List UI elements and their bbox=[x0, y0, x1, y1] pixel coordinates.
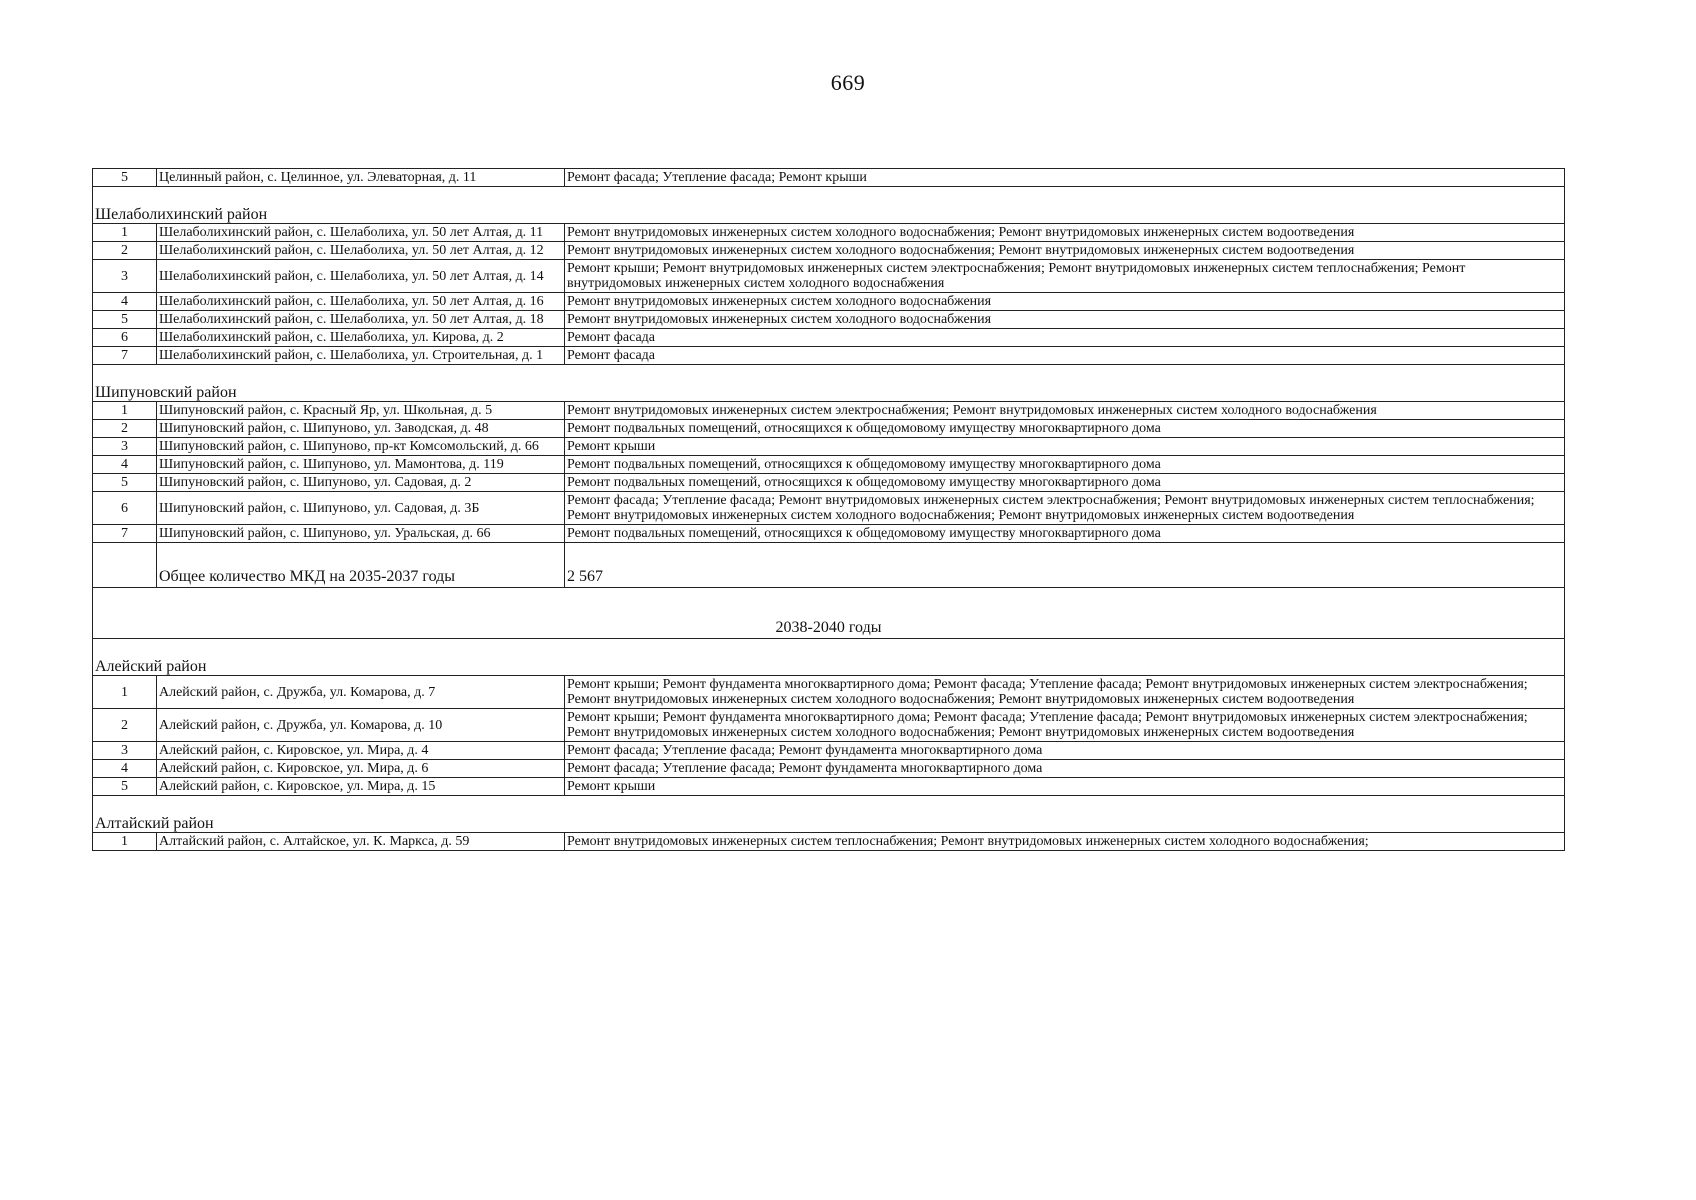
row-number: 2 bbox=[93, 242, 157, 260]
table-row bbox=[93, 402, 1565, 420]
row-address: Алейский район, с. Дружба, ул. Комарова, д. 7 bbox=[157, 676, 565, 709]
row-address: Алейский район, с. Кировское, ул. Мира, д. 6 bbox=[157, 760, 565, 778]
row-address: Шелаболихинский район, с. Шелаболиха, ул. 50 лет Алтая, д. 14 bbox=[157, 260, 565, 293]
row-address: Шипуновский район, с. Шипуново, ул. Заводская, д. 48 bbox=[157, 420, 565, 438]
row-address: Алейский район, с. Кировское, ул. Мира, д. 4 bbox=[157, 742, 565, 760]
row-works: Ремонт внутридомовых инженерных систем холодного водоснабжения bbox=[565, 311, 1565, 329]
table-row bbox=[93, 833, 1565, 851]
row-number: 3 bbox=[93, 742, 157, 760]
table-row bbox=[93, 778, 1565, 796]
row-number: 1 bbox=[93, 224, 157, 242]
row-address: Шипуновский район, с. Шипуново, ул. Уральская, д. 66 bbox=[157, 525, 565, 543]
table-row bbox=[93, 347, 1565, 365]
district-heading: Алтайский район bbox=[93, 796, 1565, 833]
row-works: Ремонт крыши; Ремонт фундамента многоквартирного дома; Ремонт фасада; Утепление фасада; Ремонт внутридомовых инженерных систем электроснабжения; Ремонт внутридомовых инженерных систем холодного водоснабжения; Ремонт внутридомовых инженерных систем водоотведения bbox=[565, 676, 1565, 709]
table-row bbox=[93, 676, 1565, 709]
row-address: Шелаболихинский район, с. Шелаболиха, ул. Кирова, д. 2 bbox=[157, 329, 565, 347]
row-address: Шипуновский район, с. Шипуново, ул. Садовая, д. 2 bbox=[157, 474, 565, 492]
row-works: Ремонт внутридомовых инженерных систем холодного водоснабжения; Ремонт внутридомовых инженерных систем водоотведения bbox=[565, 242, 1565, 260]
table-row bbox=[93, 438, 1565, 456]
row-address: Шелаболихинский район, с. Шелаболиха, ул. 50 лет Алтая, д. 12 bbox=[157, 242, 565, 260]
row-number: 7 bbox=[93, 347, 157, 365]
row-works: Ремонт подвальных помещений, относящихся к общедомовому имуществу многоквартирного дома bbox=[565, 474, 1565, 492]
table-row bbox=[93, 525, 1565, 543]
row-works: Ремонт фасада; Утепление фасада; Ремонт фундамента многоквартирного дома bbox=[565, 760, 1565, 778]
row-number: 5 bbox=[93, 778, 157, 796]
row-number: 4 bbox=[93, 760, 157, 778]
row-number: 6 bbox=[93, 492, 157, 525]
capital-repair-table bbox=[92, 168, 1565, 851]
row-works: Ремонт фасада; Утепление фасада; Ремонт фундамента многоквартирного дома bbox=[565, 742, 1565, 760]
table-row bbox=[93, 492, 1565, 525]
row-address: Шелаболихинский район, с. Шелаболиха, ул. 50 лет Алтая, д. 16 bbox=[157, 293, 565, 311]
row-number: 2 bbox=[93, 420, 157, 438]
row-address: Шипуновский район, с. Шипуново, ул. Садовая, д. 3Б bbox=[157, 492, 565, 525]
row-number: 2 bbox=[93, 709, 157, 742]
table-row bbox=[93, 709, 1565, 742]
row-works: Ремонт крыши; Ремонт фундамента многоквартирного дома; Ремонт фасада; Утепление фасада; Ремонт внутридомовых инженерных систем электроснабжения; Ремонт внутридомовых инженерных систем холодного водоснабжения; Ремонт внутридомовых инженерных систем водоотведения bbox=[565, 709, 1565, 742]
row-works: Ремонт внутридомовых инженерных систем теплоснабжения; Ремонт внутридомовых инженерных систем холодного водоснабжения; bbox=[565, 833, 1565, 851]
row-number: 3 bbox=[93, 260, 157, 293]
row-works: Ремонт внутридомовых инженерных систем электроснабжения; Ремонт внутридомовых инженерных систем холодного водоснабжения bbox=[565, 402, 1565, 420]
row-address: Шипуновский район, с. Шипуново, ул. Мамонтова, д. 119 bbox=[157, 456, 565, 474]
table-row bbox=[93, 760, 1565, 778]
table-row bbox=[93, 456, 1565, 474]
row-works: Ремонт фасада; Утепление фасада; Ремонт внутридомовых инженерных систем электроснабжения; Ремонт внутридомовых инженерных систем теплоснабжения; Ремонт внутридомовых инженерных систем холодного водоснабжения; Ремонт внутридомовых инженерных систем водоотведения bbox=[565, 492, 1565, 525]
table-row bbox=[93, 169, 1565, 187]
row-address: Алейский район, с. Дружба, ул. Комарова, д. 10 bbox=[157, 709, 565, 742]
row-address: Алтайский район, с. Алтайское, ул. К. Маркса, д. 59 bbox=[157, 833, 565, 851]
table-row bbox=[93, 311, 1565, 329]
row-works: Ремонт фасада; Утепление фасада; Ремонт крыши bbox=[565, 169, 1565, 187]
table-row bbox=[93, 742, 1565, 760]
row-number: 1 bbox=[93, 676, 157, 709]
row-address: Шипуновский район, с. Шипуново, пр-кт Комсомольский, д. 66 bbox=[157, 438, 565, 456]
period-heading: 2038-2040 годы bbox=[93, 588, 1565, 639]
row-works: Ремонт подвальных помещений, относящихся к общедомовому имуществу многоквартирного дома bbox=[565, 420, 1565, 438]
table-row bbox=[93, 329, 1565, 347]
district-heading: Алейский район bbox=[93, 639, 1565, 676]
row-address: Целинный район, с. Целинное, ул. Элеваторная, д. 11 bbox=[157, 169, 565, 187]
row-number: 5 bbox=[93, 169, 157, 187]
table-row bbox=[93, 242, 1565, 260]
row-number: 3 bbox=[93, 438, 157, 456]
row-number: 1 bbox=[93, 833, 157, 851]
row-works: Ремонт подвальных помещений, относящихся к общедомовому имуществу многоквартирного дома bbox=[565, 456, 1565, 474]
period-row bbox=[93, 588, 1565, 639]
row-number: 7 bbox=[93, 525, 157, 543]
total-row bbox=[93, 543, 1565, 588]
table-row bbox=[93, 474, 1565, 492]
row-works: Ремонт фасада bbox=[565, 347, 1565, 365]
row-works: Ремонт подвальных помещений, относящихся к общедомовому имуществу многоквартирного дома bbox=[565, 525, 1565, 543]
district-heading: Шелаболихинский район bbox=[93, 187, 1565, 224]
row-address: Шелаболихинский район, с. Шелаболиха, ул. Строительная, д. 1 bbox=[157, 347, 565, 365]
total-blank bbox=[93, 543, 157, 588]
row-address: Шелаболихинский район, с. Шелаболиха, ул. 50 лет Алтая, д. 18 bbox=[157, 311, 565, 329]
total-label: Общее количество МКД на 2035-2037 годы bbox=[157, 543, 565, 588]
row-works: Ремонт внутридомовых инженерных систем холодного водоснабжения bbox=[565, 293, 1565, 311]
row-works: Ремонт фасада bbox=[565, 329, 1565, 347]
table-row bbox=[93, 420, 1565, 438]
district-heading: Шипуновский район bbox=[93, 365, 1565, 402]
row-works: Ремонт крыши bbox=[565, 778, 1565, 796]
table-row bbox=[93, 293, 1565, 311]
table-row bbox=[93, 224, 1565, 242]
row-number: 4 bbox=[93, 456, 157, 474]
table-row bbox=[93, 260, 1565, 293]
row-number: 1 bbox=[93, 402, 157, 420]
row-works: Ремонт внутридомовых инженерных систем холодного водоснабжения; Ремонт внутридомовых инженерных систем водоотведения bbox=[565, 224, 1565, 242]
row-number: 6 bbox=[93, 329, 157, 347]
total-value: 2 567 bbox=[565, 543, 1565, 588]
row-address: Алейский район, с. Кировское, ул. Мира, д. 15 bbox=[157, 778, 565, 796]
row-number: 4 bbox=[93, 293, 157, 311]
row-number: 5 bbox=[93, 474, 157, 492]
page-number: 669 bbox=[830, 70, 866, 95]
row-address: Шипуновский район, с. Красный Яр, ул. Школьная, д. 5 bbox=[157, 402, 565, 420]
row-works: Ремонт крыши; Ремонт внутридомовых инженерных систем электроснабжения; Ремонт внутридомовых инженерных систем теплоснабжения; Ремонт внутридомовых инженерных систем холодного водоснабжения bbox=[565, 260, 1565, 293]
row-works: Ремонт крыши bbox=[565, 438, 1565, 456]
row-address: Шелаболихинский район, с. Шелаболиха, ул. 50 лет Алтая, д. 11 bbox=[157, 224, 565, 242]
row-number: 5 bbox=[93, 311, 157, 329]
